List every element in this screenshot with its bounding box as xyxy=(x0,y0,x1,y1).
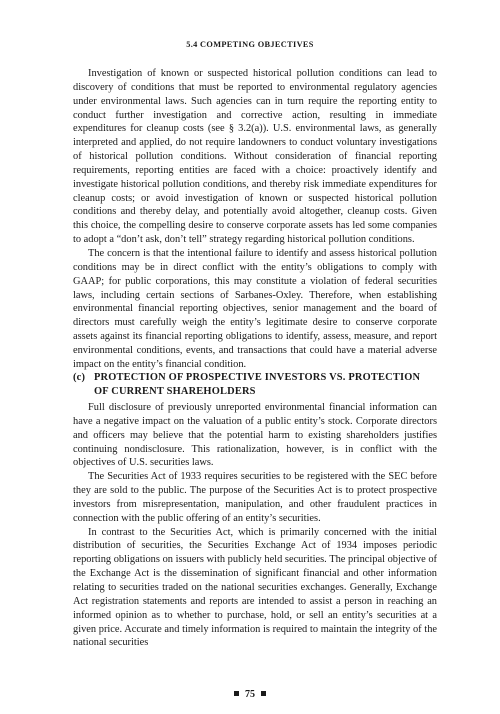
paragraph: In contrast to the Securities Act, which is primarily concerned with the initial distribution of securities, the Securities Exchange Act of 1934 imposes periodic reporting obligations on issuers with publicly held securities. The principal objective of the Exchange Act is the dissemination of significant financial and other information relating to securities traded on the national securities exchanges. Generally, Exchange Act registration statements and reports are intended to assist a person in reaching an informed opinion as to whether to purchase, hold, or sell an entity’s securities at a given price. Accurate and timely information is required to maintain the integrity of the national securities xyxy=(73,526,437,649)
body-text-top xyxy=(73,67,437,372)
paragraph: The Securities Act of 1933 requires securities to be registered with the SEC before they are sold to the public. The purpose of the Securities Act is to protect prospective investors from misrepresentation, manipulation, and other fraudulent practices in connection with the public offering of an entity’s securities. xyxy=(73,471,437,524)
page-footer xyxy=(0,689,500,700)
body-text-bottom xyxy=(73,401,437,650)
paragraph: Investigation of known or suspected historical pollution conditions can lead to discovery of conditions that must be reported to environmental regulatory agencies under environmental laws. Such agencies can in turn require the reporting entity to conduct further investigation and corrective action, resulting in immediate expenditures for cleanup costs (see § 3.2(a)). U.S. environmental laws, as generally interpreted and applied, do not require landowners to conduct voluntary investigations of historical pollution conditions. Without consideration of financial reporting requirements, reporting entities are faced with a choice: proactively identify and investigate historical pollution conditions, and thereby risk immediate expenditures for cleanup costs; or avoid investigation of known or suspected historical pollution conditions and thereby delay, and potentially avoid altogether, cleanup costs. Given this choice, the compelling desire to conserve corporate assets has led some companies to adopt a “don’t ask, don’t tell” strategy regarding historical pollution conditions. xyxy=(73,68,437,246)
running-head: 5.4 COMPETING OBJECTIVES xyxy=(186,40,314,49)
page-number: 75 xyxy=(245,689,255,700)
section-heading xyxy=(73,371,437,399)
section-title: PROTECTION OF PROSPECTIVE INVESTORS VS. PROTECTION OF CURRENT SHAREHOLDERS xyxy=(94,372,421,397)
square-bullet-icon xyxy=(234,691,239,696)
section-marker: (c) xyxy=(73,372,86,383)
square-bullet-icon xyxy=(261,691,266,696)
paragraph: Full disclosure of previously unreported environmental financial information can have a negative impact on the valuation of a public entity’s stock. Corporate directors and officers may believe that the potential harm to existing shareholders justifies continuing nondisclosure. This rationalization, however, is in conflict with the objectives of U.S. securities laws. xyxy=(73,402,437,469)
paragraph: The concern is that the intentional failure to identify and assess historical pollution conditions may be in direct conflict with the entity’s obligations to comply with GAAP; for public corporations, this may constitute a violation of federal securities laws, including certain sections of Sarbanes-Oxley. Therefore, when establishing environmental financial reporting objectives, senior management and the board of directors must carefully weigh the entity’s legitimate desire to conserve corporate assets against its financial reporting obligations to identify, assess, measure, and report environmental conditions, events, and transactions that could have a material adverse impact on the entity’s financial condition. xyxy=(73,247,437,370)
